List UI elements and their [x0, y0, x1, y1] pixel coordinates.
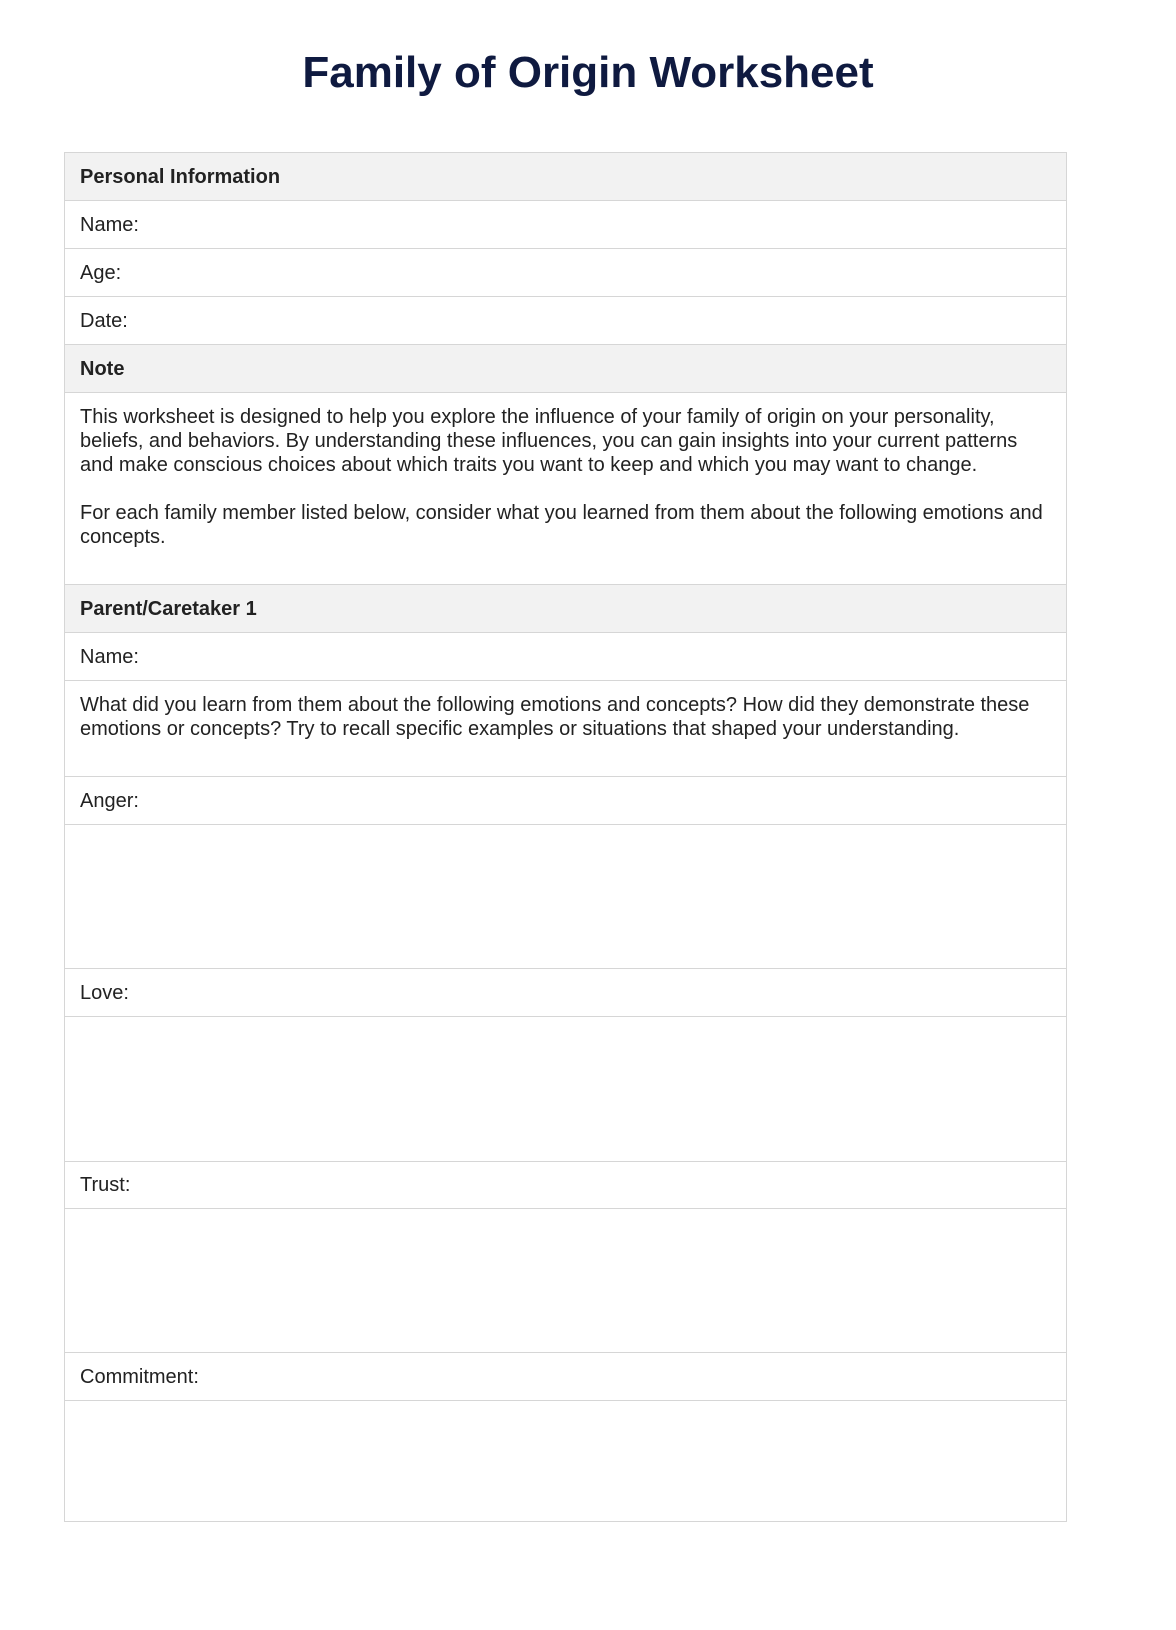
- commitment-answer-area[interactable]: [65, 1400, 1066, 1521]
- parent1-name-field[interactable]: Name:: [65, 632, 1066, 680]
- parent1-question: What did you learn from them about the following emotions and concepts? How did they demonstrate these emotions or concepts? Try to recall specific examples or situations that shaped your understanding.: [65, 680, 1066, 776]
- love-label: Love:: [65, 968, 1066, 1016]
- section-header-note: Note: [65, 344, 1066, 392]
- page-title: Family of Origin Worksheet: [302, 48, 874, 97]
- worksheet-table: [64, 152, 1067, 1522]
- note-text: [65, 392, 1066, 584]
- love-answer-area[interactable]: [65, 1016, 1066, 1161]
- commitment-label: Commitment:: [65, 1352, 1066, 1400]
- note-paragraph-2: For each family member listed below, consider what you learned from them about the following emotions and concepts.: [80, 502, 1043, 548]
- anger-answer-area[interactable]: [65, 824, 1066, 968]
- anger-label: Anger:: [65, 776, 1066, 824]
- date-field[interactable]: Date:: [65, 296, 1066, 344]
- trust-answer-area[interactable]: [65, 1208, 1066, 1352]
- section-header-personal: Personal Information: [65, 153, 1066, 200]
- trust-label: Trust:: [65, 1161, 1066, 1208]
- name-field[interactable]: Name:: [65, 200, 1066, 248]
- section-header-parent1: Parent/Caretaker 1: [65, 584, 1066, 632]
- note-paragraph-1: This worksheet is designed to help you explore the influence of your family of origin on your personality, beliefs, and behaviors. By understanding these influences, you can gain insights into your current patterns and make conscious choices about which traits you want to keep and which you may want to change.: [80, 406, 1018, 476]
- age-field[interactable]: Age:: [65, 248, 1066, 296]
